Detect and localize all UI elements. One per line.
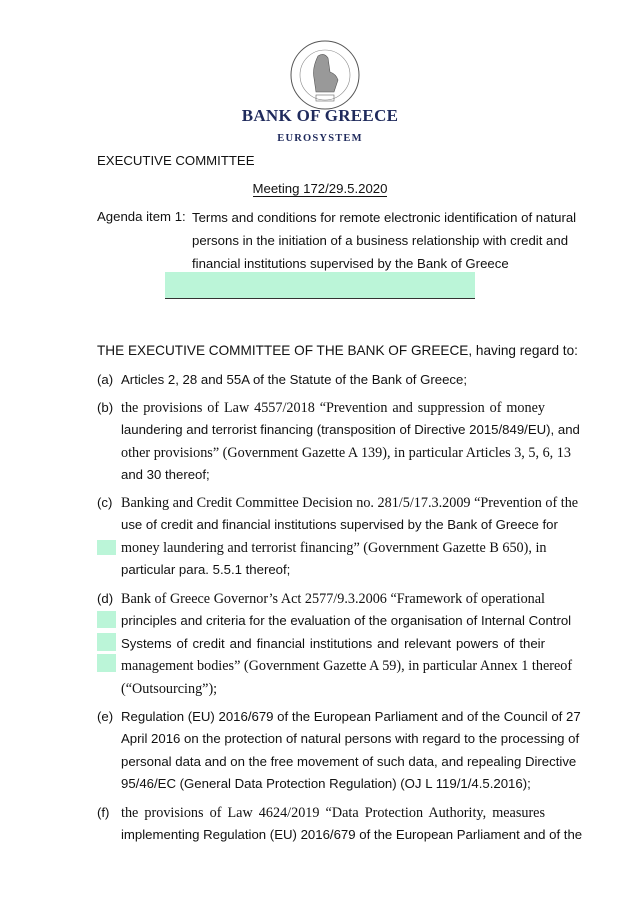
highlight-mark	[97, 633, 116, 651]
item-label: (f)	[97, 805, 110, 820]
item-line: principles and criteria for the evaluation of the organisation of Internal Control	[121, 613, 572, 629]
divider	[165, 298, 475, 299]
bank-seal-logo	[288, 38, 362, 112]
highlight-box	[165, 272, 475, 298]
committee-heading: EXECUTIVE COMMITTEE	[97, 153, 255, 168]
item-line: use of credit and financial institutions supervised by the Bank of Greece for	[121, 517, 558, 533]
item-line: Systems of credit and financial institutions and relevant powers of their	[121, 635, 545, 651]
agenda-label: Agenda item 1:	[97, 209, 186, 224]
agenda-line: Terms and conditions for remote electronic identification of natural	[192, 210, 577, 225]
item-line: other provisions” (Government Gazette A 139), in particular Articles 3, 5, 6, 13	[121, 444, 571, 461]
item-line: money laundering and terrorist financing” (Government Gazette B 650), in	[121, 539, 547, 556]
item-label: (e)	[97, 709, 114, 724]
item-line: Bank of Greece Governor’s Act 2577/9.3.2006 “Framework of operational	[121, 591, 545, 607]
eurosystem-subtitle: EUROSYSTEM	[277, 133, 363, 144]
item-line: April 2016 on the protection of natural persons with regard to the processing of	[121, 731, 580, 747]
item-line: (“Outsourcing”);	[121, 680, 218, 697]
item-line: Regulation (EU) 2016/679 of the European Parliament and of the Council of 27	[121, 709, 581, 724]
item-line: personal data and on the free movement of such data, and repealing Directive	[121, 753, 577, 769]
meeting-reference: Meeting 172/29.5.2020	[252, 181, 388, 196]
item-line: and 30 thereof;	[121, 467, 210, 483]
item-label: (c)	[97, 495, 113, 510]
highlight-mark	[97, 611, 116, 628]
highlight-mark	[97, 654, 116, 672]
item-label: (b)	[97, 400, 114, 415]
preamble: THE EXECUTIVE COMMITTEE OF THE BANK OF GREECE, having regard to:	[97, 343, 578, 358]
item-line: Banking and Credit Committee Decision no. 281/5/17.3.2009 “Prevention of the	[121, 495, 579, 511]
item-line: management bodies” (Government Gazette A 59), in particular Annex 1 thereof	[121, 658, 573, 675]
item-line: particular para. 5.5.1 thereof;	[121, 562, 291, 578]
item-label: (a)	[97, 372, 114, 387]
item-line: the provisions of Law 4557/2018 “Prevention and suppression of money	[121, 400, 545, 416]
item-line: the provisions of Law 4624/2019 “Data Protection Authority, measures	[121, 805, 545, 821]
highlight-mark	[97, 540, 116, 555]
agenda-line: financial institutions supervised by the Bank of Greece	[192, 256, 509, 271]
item-line: laundering and terrorist financing (transposition of Directive 2015/849/EU), and	[121, 422, 580, 438]
bank-name: BANK OF GREECE	[241, 106, 399, 125]
agenda-line: persons in the initiation of a business relationship with credit and	[192, 233, 569, 248]
item-line: implementing Regulation (EU) 2016/679 of the European Parliament and of the	[121, 827, 583, 843]
item-line: Articles 2, 28 and 55A of the Statute of the Bank of Greece;	[121, 372, 468, 387]
item-line: 95/46/EC (General Data Protection Regulation) (OJ L 119/1/4.5.2016);	[121, 776, 531, 792]
item-label: (d)	[97, 591, 114, 606]
